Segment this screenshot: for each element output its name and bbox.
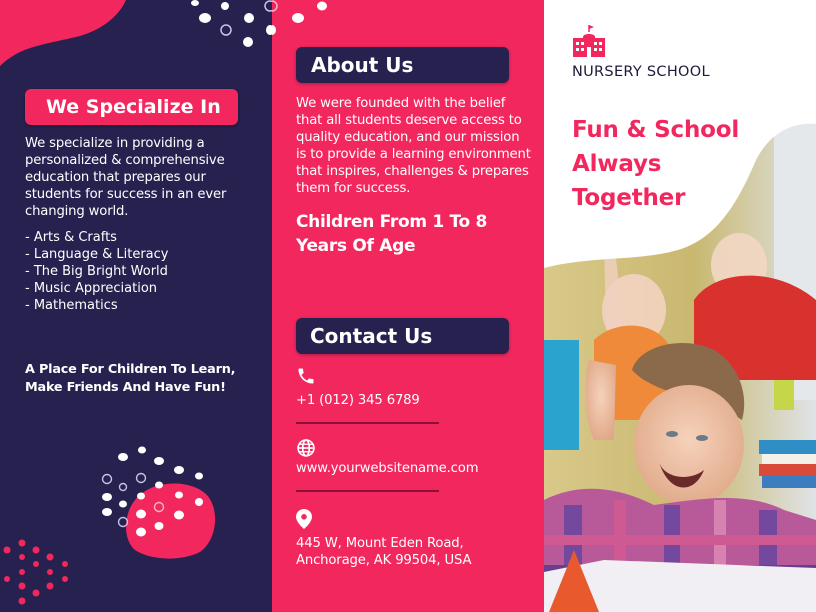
intro-line: personalized & comprehensive bbox=[25, 153, 225, 168]
dots-decoration-top bbox=[190, 0, 272, 48]
dots-blob-decoration bbox=[95, 440, 225, 565]
specialties-list bbox=[25, 229, 168, 314]
contact-divider bbox=[296, 422, 439, 424]
contact-divider bbox=[296, 490, 439, 492]
headline bbox=[572, 113, 739, 215]
intro-line: students for success in an ever bbox=[25, 187, 227, 202]
website-link[interactable]: www.yourwebsitename.com bbox=[296, 461, 479, 476]
headline-line: Fun & School bbox=[572, 117, 740, 143]
about-line: them for success. bbox=[296, 181, 411, 196]
school-building-icon bbox=[572, 24, 606, 58]
list-item: - Language & Literacy bbox=[25, 247, 169, 262]
school-name: NURSERY SCHOOL bbox=[572, 64, 710, 80]
address-line: Anchorage, AK 99504, USA bbox=[296, 553, 472, 568]
about-us-heading-text: About Us bbox=[311, 53, 414, 77]
age-line: Children From 1 To 8 bbox=[296, 212, 488, 232]
about-line: We were founded with the belief bbox=[296, 96, 506, 111]
pink-blob-decoration bbox=[0, 0, 130, 68]
specialize-intro bbox=[25, 135, 265, 220]
left-panel bbox=[0, 0, 272, 612]
about-line: that inspires, challenges & prepares bbox=[296, 164, 529, 179]
about-line: that all students deserve access to bbox=[296, 113, 522, 128]
tagline-line: A Place For Children To Learn, bbox=[25, 362, 236, 377]
intro-line: education that prepares our bbox=[25, 170, 206, 185]
headline-line: Always bbox=[572, 151, 662, 177]
age-line: Years Of Age bbox=[296, 236, 416, 256]
list-item: - The Big Bright World bbox=[25, 264, 168, 279]
intro-line: We specialize in providing a bbox=[25, 136, 205, 151]
headline-line: Together bbox=[572, 185, 686, 211]
address-line: 445 W, Mount Eden Road, bbox=[296, 536, 464, 551]
dots-decoration-mid-top bbox=[272, 0, 332, 40]
list-item: - Arts & Crafts bbox=[25, 230, 117, 245]
address bbox=[296, 535, 471, 569]
middle-panel bbox=[272, 0, 544, 612]
right-panel bbox=[544, 0, 816, 612]
tagline-line: Make Friends And Have Fun! bbox=[25, 380, 226, 395]
age-range-heading bbox=[296, 210, 487, 258]
list-item: - Music Appreciation bbox=[25, 281, 158, 296]
we-specialize-heading-text: We Specialize In bbox=[46, 96, 221, 118]
contact-us-heading-text: Contact Us bbox=[310, 324, 433, 348]
about-us-text bbox=[296, 95, 542, 197]
about-us-heading bbox=[296, 47, 509, 83]
contact-us-heading bbox=[296, 318, 509, 354]
about-line: is to provide a learning environment bbox=[296, 147, 531, 162]
pink-dots-decoration-bottom bbox=[0, 535, 75, 612]
location-pin-icon bbox=[296, 509, 312, 529]
phone-icon bbox=[296, 366, 316, 386]
list-item: - Mathematics bbox=[25, 298, 118, 313]
globe-icon bbox=[296, 438, 316, 458]
tagline bbox=[25, 361, 235, 397]
phone-number: +1 (012) 345 6789 bbox=[296, 393, 420, 408]
we-specialize-heading bbox=[25, 89, 238, 125]
about-line: quality education, and our mission bbox=[296, 130, 520, 145]
intro-line: changing world. bbox=[25, 204, 129, 219]
